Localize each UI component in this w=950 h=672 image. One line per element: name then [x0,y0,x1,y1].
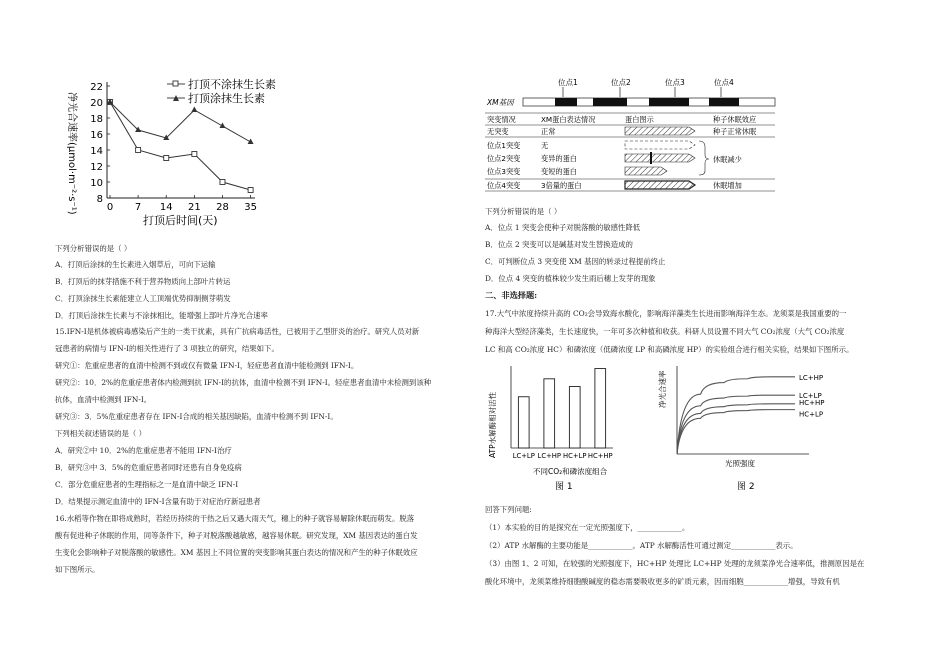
x-tick-label: 7 [134,202,142,213]
y-tick-label: 16 [90,130,103,141]
q16-text-1: 16.水稻等作物在即将成熟时，若经历持续的干热之后又遇大雨天气，穗上的种子就容易解除休眠而萌发。脱落 [55,514,415,523]
site-1-label: 位点1 [558,78,578,87]
answer-2: （2）ATP 水解酶的主要功能是____________。ATP 水解酶活性可通过测定____________表示。 [485,541,798,550]
site-2-label: 位点2 [611,78,631,87]
bar-category-label: HC+LP [563,452,587,460]
line-chart-xlabel: 打顶后时间(天) [143,214,218,227]
photosynthesis-curve-chart [655,358,855,498]
point-no-auxin [136,148,141,153]
legend-with-auxin: 打顶涂抹生长素 [188,92,265,105]
xm-gene-diagram [485,75,785,200]
q14-stem: 下列分析错误的是（ ） [55,244,132,253]
bar-chart-plot [513,369,613,460]
legend-no-auxin: 打顶不涂抹生长素 [188,78,276,91]
q17-text-3: LC 和高 CO₂浓度 HC）和磷浓度（低磷浓度 LP 和高磷浓度 HP）的实验组合进行相关实验，结果如下图所示。 [485,345,854,354]
curve-lc-hp [677,377,795,454]
row-site4-expression: 3倍量的蛋白 [541,181,582,190]
y-tick-label: 10 [90,178,103,189]
answer-1: （1）本实验的目的是探究在一定光照强度下，____________。 [485,523,690,532]
bar-lc-hp [544,379,555,448]
q15-option-c: C．部分危重症患者的生理指标之一是血清中缺乏 IFN-Ⅰ [55,480,239,489]
answer-3a: （3）由图 1、2 可知，在较强的光照强度下，HC+HP 处理比 LC+HP 处理的龙须菜净光合速率低，推测原因是在 [485,559,865,568]
y-tick-label: 12 [90,162,103,173]
section-heading: 二、非选择题: [485,290,538,300]
y-tick-label: 8 [96,194,103,205]
atp-bar-chart [485,358,645,498]
q15-option-a: A．研究②中 10．2%的危重症患者不能用 IFN-Ⅰ治疗 [55,446,232,455]
curve-label: HC+LP [799,410,824,419]
x-tick-label: 0 [106,202,114,213]
q16-option-c: C．可判断位点 3 突变使 XM 基因的转录过程提前终止 [485,257,666,266]
bar-hc-lp [569,387,580,449]
q14-option-b: B．打顶后的抹芽措施不利于营养物质向上部叶片转运 [55,277,231,286]
curve-chart-plot [677,374,825,454]
fig2-label: 图 2 [737,482,755,492]
y-tick-label: 14 [90,146,103,157]
q17-text-2: 种海洋大型经济藻类，生长速度快，一年可多次种植和收获。科研人员设置不同大气 CO₂浓度（大气 CO₂浓度 [485,327,845,336]
y-tick-label: 18 [90,114,103,125]
point-no-auxin [192,152,197,157]
q15-option-b: B．研究③中 3．5%的危重症患者同时还患有自身免疫病 [55,463,242,472]
y-tick-label: 20 [90,98,103,109]
header-mutation: 突变情况 [487,115,516,124]
point-no-auxin [248,188,253,193]
row-site1-expression: 无 [541,141,549,150]
point-no-auxin [220,180,225,185]
q15-text-2: 冠患者的病情与 IFN-Ⅰ的相关性进行了 3 项独立的研究，结果如下。 [55,344,279,353]
curve-hc-lp [677,410,795,454]
bar-category-label: HC+HP [587,452,613,460]
row-none-effect: 种子正常休眠 [713,127,757,136]
header-protein: 蛋白图示 [625,115,654,124]
row-site4-effect: 休眠增加 [713,181,742,190]
row-none-expression: 正常 [541,127,556,136]
q17-text-1: 17.大气中浓度持续升高的 CO₂会导致海水酸化，影响海洋藻类生长进而影响海洋生态。龙须菜是我国重要的一 [485,309,847,318]
curve-label: HC+HP [799,398,825,407]
q16-text-3: 生变化会影响种子对脱落酸的敏感性。XM 基因上不同位置的突变影响其蛋白表达的情况和产生的种子休眠效应 [55,548,418,557]
gene-label: XM基因 [487,98,514,107]
q16-option-a: A．位点 1 突变会使种子对脱落酸的敏感性降低 [485,223,641,232]
q16-option-d: D．位点 4 突变的植株较少发生雨后穗上发芽的现象 [485,274,656,283]
bar-hc-hp [595,369,606,448]
x-tick-label: 21 [187,202,201,213]
q16-option-b: B．位点 2 突变可以是碱基对发生替换造成的 [485,240,633,249]
point-no-auxin [164,156,169,161]
series-no-auxin-line [110,102,251,190]
line-chart-plot [107,99,254,193]
q14-option-a: A．打顶后涂抹的生长素进入烟草后，可向下运输 [55,260,216,269]
photosynthesis-line-chart [55,70,315,250]
q15-study-3: 研究③：3．5%危重症患者存在 IFN-Ⅰ合成的相关基因缺陷，血清中检测不到 IFN-Ⅰ。 [55,412,338,421]
x-tick-label: 14 [159,202,173,213]
x-tick-label: 28 [216,202,229,213]
point-with-auxin [191,107,197,113]
q15-study-1: 研究①：危重症患者的血清中检测不到或仅有微量 IFN-Ⅰ，轻症患者血清中能检测到 IFN-Ⅰ。 [55,361,359,370]
y-tick-label: 22 [90,82,103,93]
curve-chart-ylabel: 净光合速率 [658,370,667,408]
line-chart-ylabel: 净光合速率(μmol·m⁻²·s⁻¹) [66,92,77,215]
row-site3-expression: 变短的蛋白 [541,167,577,176]
bar-category-label: LC+LP [512,452,535,460]
site-4-label: 位点4 [714,78,734,87]
answer-intro: 回答下列问题: [485,505,532,514]
row-none-mutation: 无突变 [487,127,509,136]
row-site4-mutation: 位点4突变 [487,181,521,190]
q15-text-1: 15.IFN-Ⅰ是机体被病毒感染后产生的一类干扰素，具有广抗病毒活性，已被用于乙型肝炎的治疗。研究人员对新 [55,327,420,336]
row-site2-mutation: 位点2突变 [487,154,521,163]
q15-stem: 下列相关叙述错误的是（ ） [55,429,147,438]
row-site3-mutation: 位点3突变 [487,167,521,176]
effect-reduce: 休眠减少 [713,155,742,164]
row-site2-expression: 变异的蛋白 [541,154,577,163]
q15-option-d: D．结果提示测定血清中的 IFN-Ⅰ含量有助于对症治疗新冠患者 [55,497,261,506]
q16-text-4: 如下图所示。 [55,565,100,574]
header-effect: 种子休眠效应 [713,115,757,124]
answer-3b: 酸化环境中，龙须菜维持细胞酸碱度的稳态需要吸收更多的矿质元素，因而细胞____________增强，导致有机 [485,577,840,586]
q15-study-2b: 抗体，血清中检测到 IFN-Ⅰ。 [55,395,152,404]
curve-label: LC+HP [799,373,824,382]
q16-text-2: 酸有促进种子休眠的作用，同等条件下，种子对脱落酸越敏感，越容易休眠。研究发现，XM 基因表达的蛋白发 [55,531,418,540]
bar-chart-ylabel: ATP水解酶相对活性 [488,391,497,458]
curve-chart-xlabel: 光照强度 [725,459,755,468]
bar-category-label: LC+HP [537,452,561,460]
x-tick-label: 35 [244,202,257,213]
line-chart-legend [167,77,276,105]
series-with-auxin-line [110,102,251,142]
q14-option-d: D．打顶后涂抹生长素与不涂抹相比，能增强上部叶片净光合速率 [55,311,268,320]
curve-label: LC+LP [799,392,822,401]
bar-lc-lp [518,397,529,448]
q16-stem: 下列分析错误的是（ ） [485,207,562,216]
row-site1-mutation: 位点1突变 [487,141,521,150]
q14-option-c: C．打顶涂抹生长素能建立人工顶端优势抑制侧芽萌发 [55,294,231,303]
fig1-label: 图 1 [555,482,573,492]
site-3-label: 位点3 [665,78,685,87]
header-expression: XM蛋白表达情况 [541,115,596,124]
q15-study-2a: 研究②：10．2%的危重症患者体内检测到抗 IFN-Ⅰ的抗体，血清中检测不到 IFN-Ⅰ。轻症患者血清中未检测到该种 [55,378,432,387]
bar-chart-xlabel: 不同CO₂和磷浓度组合 [533,467,608,476]
